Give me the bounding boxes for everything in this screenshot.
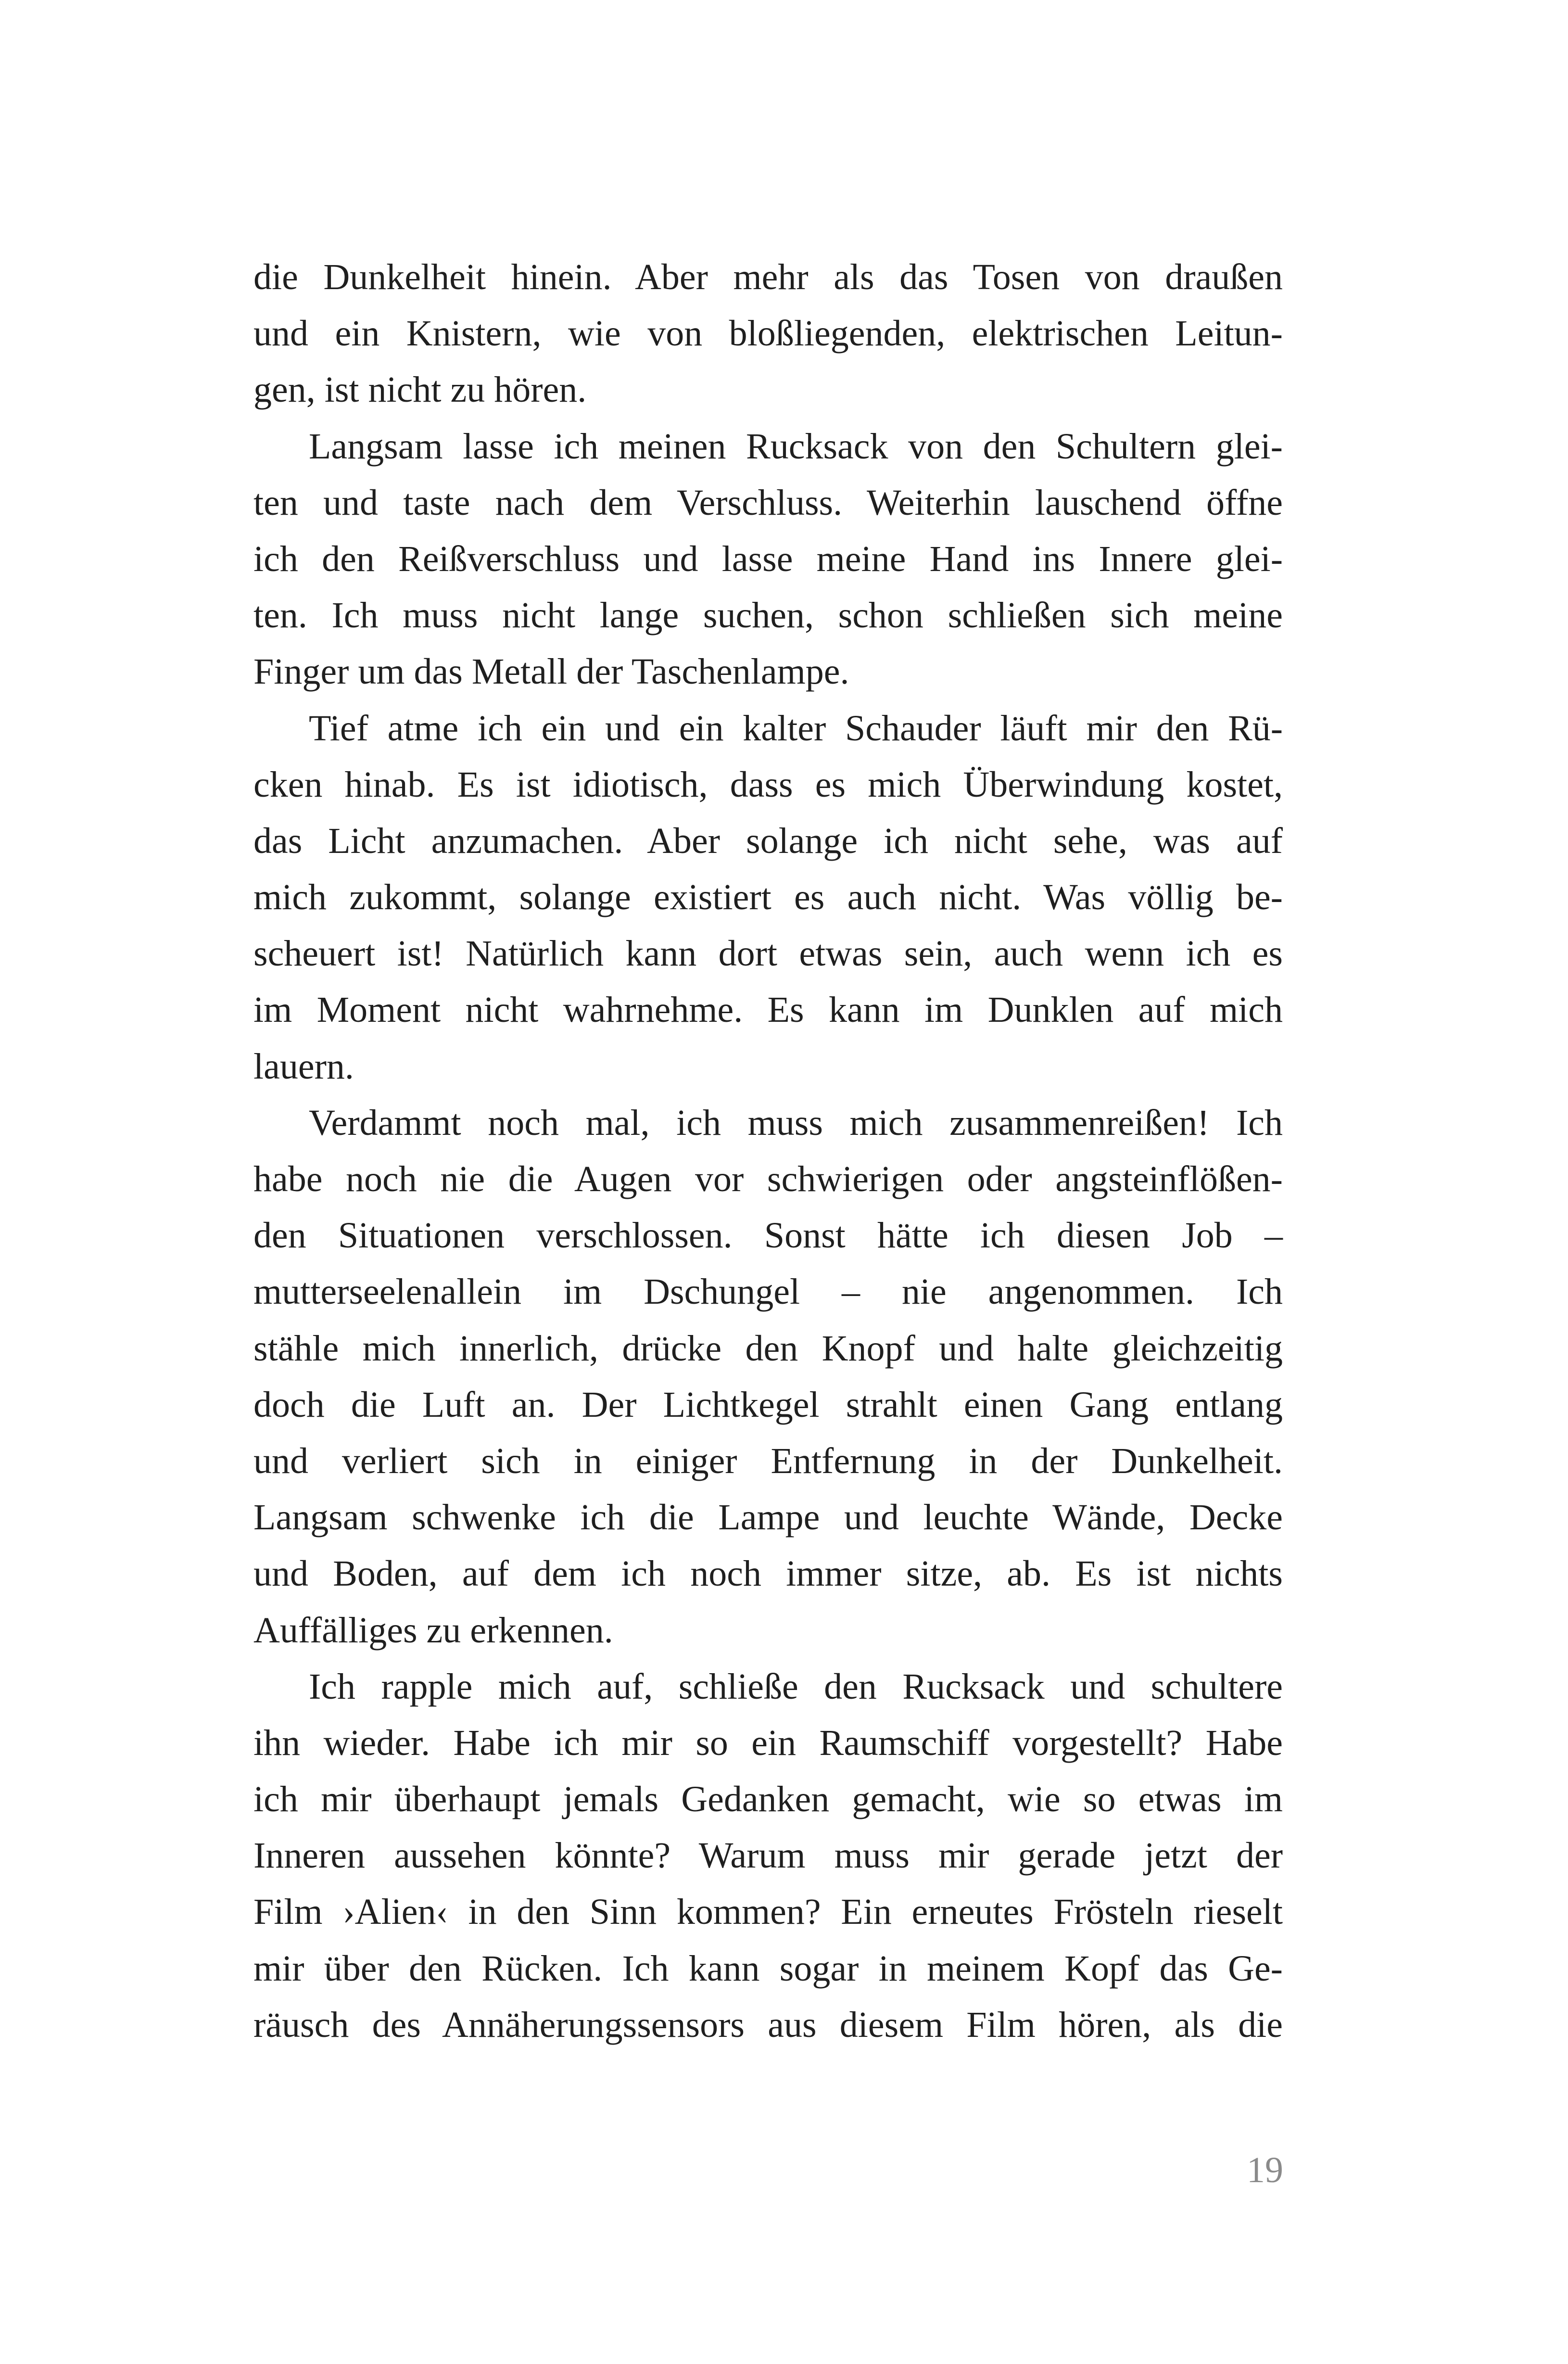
text-line: ten und taste nach dem Verschluss. Weiterhin lauschend öffne [253, 482, 1283, 523]
page-number: 19 [1247, 2150, 1283, 2190]
text-line: Verdammt noch mal, ich muss mich zusammenreißen! Ich [309, 1102, 1283, 1143]
text-line: lauern. [253, 1046, 354, 1087]
text-line: doch die Luft an. Der Lichtkegel strahlt einen Gang entlang [253, 1384, 1283, 1425]
text-line: die Dunkelheit hinein. Aber mehr als das Tosen von draußen [253, 257, 1283, 297]
text-line: scheuert ist! Natürlich kann dort etwas sein, auch wenn ich es [253, 933, 1283, 974]
paragraph [253, 1659, 1283, 2053]
text-line: ihn wieder. Habe ich mir so ein Raumschiff vorgestellt? Habe [253, 1722, 1283, 1763]
text-line: stähle mich innerlich, drücke den Knopf und halte gleichzeitig [253, 1328, 1283, 1369]
text-line: cken hinab. Es ist idiotisch, dass es mich Überwindung kostet, [253, 764, 1283, 805]
text-line: und Boden, auf dem ich noch immer sitze, ab. Es ist nichts [253, 1553, 1283, 1594]
text-line: Langsam schwenke ich die Lampe und leuchte Wände, Decke [253, 1497, 1283, 1538]
text-line: Film ›Alien‹ in den Sinn kommen? Ein erneutes Frösteln rieselt [253, 1892, 1283, 1932]
text-line: mich zukommt, solange existiert es auch nicht. Was völlig be- [253, 877, 1283, 918]
text-line: mutterseelenallein im Dschungel – nie angenommen. Ich [253, 1271, 1283, 1312]
text-line: ten. Ich muss nicht lange suchen, schon schließen sich meine [253, 595, 1283, 636]
paragraph [253, 419, 1283, 700]
text-line: gen, ist nicht zu hören. [253, 369, 587, 410]
text-line: und verliert sich in einiger Entfernung in der Dunkelheit. [253, 1440, 1283, 1481]
text-line: mir über den Rücken. Ich kann sogar in meinem Kopf das Ge- [253, 1948, 1283, 1989]
text-line: Tief atme ich ein und ein kalter Schauder läuft mir den Rü- [309, 708, 1283, 749]
text-line: und ein Knistern, wie von bloßliegenden, elektrischen Leitun- [253, 313, 1283, 354]
text-line: ich mir überhaupt jemals Gedanken gemacht, wie so etwas im [253, 1779, 1283, 1820]
paragraph [253, 1095, 1283, 1659]
text-line: räusch des Annäherungssensors aus diesem Film hören, als die [253, 2004, 1283, 2045]
text-line: habe noch nie die Augen vor schwierigen oder angsteinflößen- [253, 1159, 1283, 1199]
text-line: den Situationen verschlossen. Sonst hätte ich diesen Job – [253, 1215, 1283, 1256]
text-line: im Moment nicht wahrnehme. Es kann im Dunklen auf mich [253, 990, 1283, 1030]
text-line: Auffälliges zu erkennen. [253, 1610, 613, 1651]
text-line: Langsam lasse ich meinen Rucksack von den Schultern glei- [309, 426, 1283, 467]
text-line: Inneren aussehen könnte? Warum muss mir gerade jetzt der [253, 1835, 1283, 1876]
text-line: das Licht anzumachen. Aber solange ich nicht sehe, was auf [253, 820, 1283, 861]
text-line: Finger um das Metall der Taschenlampe. [253, 651, 849, 692]
text-line: Ich rapple mich auf, schließe den Rucksack und schultere [309, 1666, 1283, 1707]
paragraph [253, 700, 1283, 1095]
paragraph [253, 249, 1283, 419]
text-line: ich den Reißverschluss und lasse meine Hand ins Innere glei- [253, 538, 1283, 579]
body-text [253, 249, 1283, 2053]
